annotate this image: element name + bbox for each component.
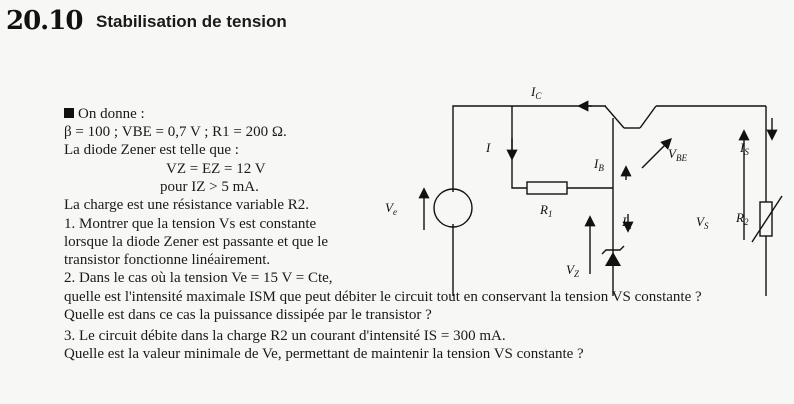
zener-voltage: VZ = EZ = 12 V: [166, 161, 266, 177]
question-2-line-3: Quelle est dans ce cas la puissance dissipée par le transistor ?: [64, 307, 432, 323]
zener-intro: La diode Zener est telle que :: [64, 142, 239, 158]
load-statement: La charge est une résistance variable R2.: [64, 197, 310, 213]
label-vbe: $V_{BE}$: [668, 146, 687, 163]
label-i: I: [486, 140, 491, 155]
resistor-r2: [760, 202, 772, 236]
question-2-line-1: 2. Dans le cas où la tension Ve = 15 V = Cte,: [64, 270, 333, 286]
question-1-line-3: transistor fonctionne linéairement.: [64, 252, 271, 268]
resistor-r1: [527, 182, 567, 194]
variable-arrow-icon: [752, 196, 782, 242]
given-intro-line: [64, 106, 145, 124]
question-3-line-1: 3. Le circuit débite dans la charge R2 un courant d'intensité IS = 300 mA.: [64, 328, 506, 344]
exercise-number: 20.10: [6, 6, 83, 36]
transistor-collector: [605, 106, 624, 128]
label-iz: $I_Z$: [622, 214, 632, 231]
question-2-line-2: quelle est l'intensité maximale ISM que peut débiter le circuit tout en conservant la tension VS constante ?: [64, 289, 702, 305]
arrow-vbe: [642, 140, 670, 168]
question-1-line-2: lorsque la diode Zener est passante et que le: [64, 234, 329, 250]
label-r1: $R_1$: [540, 202, 553, 219]
label-is: $I_S$: [740, 140, 749, 157]
question-1-line-1: 1. Montrer que la tension Vs est constante: [64, 216, 317, 232]
wire-collector-node: [512, 106, 527, 188]
label-ic: $I_C$: [531, 84, 542, 101]
exercise-title: Stabilisation de tension: [96, 12, 287, 31]
label-vs: $V_S$: [696, 214, 709, 231]
transistor-emitter: [640, 106, 656, 128]
label-ve: $V_e$: [385, 200, 397, 217]
bullet-square-icon: [64, 108, 74, 118]
label-ib: $I_B$: [594, 156, 604, 173]
circuit-diagram: [380, 78, 794, 296]
label-r2: $R_2$: [736, 210, 749, 227]
zener-condition: pour IZ > 5 mA.: [160, 179, 259, 195]
voltage-source: [434, 189, 472, 227]
label-vz: $V_Z$: [566, 262, 579, 279]
wire-top-left: [453, 106, 606, 192]
question-3-line-2: Quelle est la valeur minimale de Ve, permettant de maintenir la tension VS constante ?: [64, 346, 584, 362]
zener-diode-icon: [605, 252, 621, 266]
given-intro: On donne :: [78, 106, 145, 122]
parameters: β = 100 ; VBE = 0,7 V ; R1 = 200 Ω.: [64, 124, 287, 140]
